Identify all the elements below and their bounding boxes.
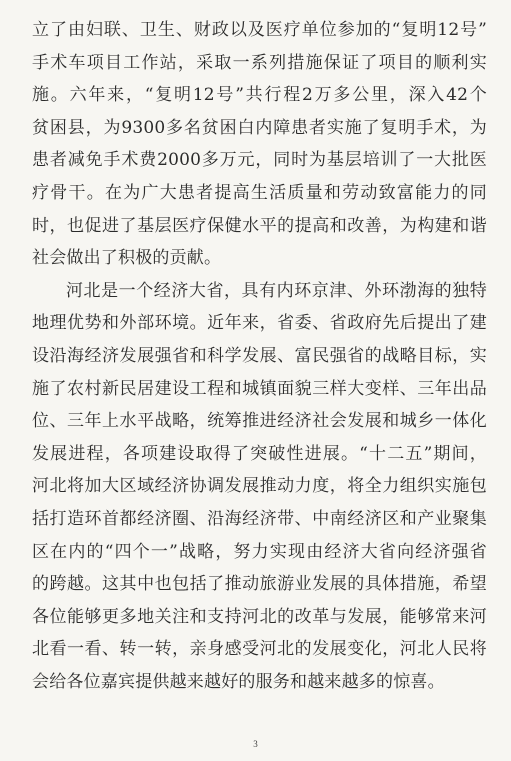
text-line: 括打造环首都经济圈、沿海经济带、中南经济区和产业聚集 <box>32 508 487 529</box>
text-line: 手术车项目工作站，采取一系列措施保证了项目的顺利实 <box>32 52 487 73</box>
text-line: 施了农村新民居建设工程和城镇面貌三样大变样、三年出品 <box>32 378 487 399</box>
page-number: 3 <box>253 739 258 749</box>
text-line: 社会做出了积极的贡献。 <box>32 248 222 269</box>
body-text <box>32 14 487 698</box>
text-line: 贫困县，为9300多名贫困白内障患者实施了复明手术，为 <box>32 117 487 138</box>
text-line: 的跨越。这其中也包括了推动旅游业发展的具体措施，希望 <box>32 574 487 595</box>
text-line: 施。六年来，“复明12号”共行程2万多公里，深入42个 <box>32 85 487 106</box>
text-line: 北看一看、转一转，亲身感受河北的发展变化，河北人民将 <box>32 639 487 660</box>
text-line: 河北将加大区域经济协调发展推动力度，将全力组织实施包 <box>32 476 487 497</box>
text-line: 疗骨干。在为广大患者提高生活质量和劳动致富能力的同 <box>32 182 487 203</box>
text-line: 各位能够更多地关注和支持河北的改革与发展，能够常来河 <box>32 606 487 627</box>
text-line: 位、三年上水平战略，统筹推进经济社会发展和城乡一体化 <box>32 411 487 432</box>
text-line: 发展进程，各项建设取得了突破性进展。“十二五”期间， <box>32 443 487 464</box>
text-line: 立了由妇联、卫生、财政以及医疗单位参加的“复明12号” <box>32 20 487 40</box>
text-line: 时，也促进了基层医疗保健水平的提高和改善，为构建和谐 <box>32 215 487 236</box>
text-line: 会给各位嘉宾提供越来越好的服务和越来越多的惊喜。 <box>32 671 445 692</box>
text-line: 患者减免手术费2000多万元，同时为基层培训了一大批医 <box>32 150 487 171</box>
text-line: 地理优势和外部环境。近年来，省委、省政府先后提出了建 <box>32 313 487 334</box>
text-line: 设沿海经济发展强省和科学发展、富民强省的战略目标，实 <box>32 345 487 366</box>
text-line: 河北是一个经济大省，具有内环京津、外环渤海的独特 <box>66 280 487 301</box>
text-line: 区在内的“四个一”战略，努力实现由经济大省向经济强省 <box>32 541 487 562</box>
